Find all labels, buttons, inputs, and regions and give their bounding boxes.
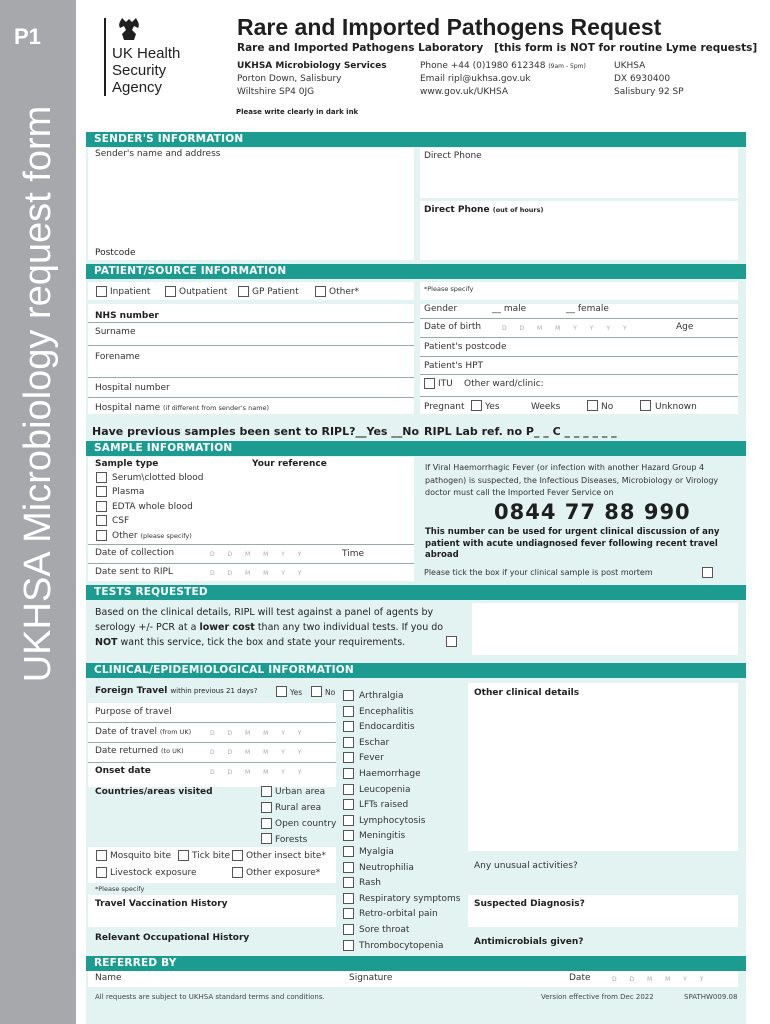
vhf-text: If Viral Haemorrhagic Fever (or infection with another Hazard Group 4 pathogen) is suspected, the Infectious Diseases, Microbiology or Virology doctor must call the Imported Fever Service on <box>425 463 719 497</box>
page-label: P1 <box>14 24 41 49</box>
other-sample-label: Other (please specify) <box>112 531 192 541</box>
date-sent-label: Date sent to RIPL <box>95 567 173 577</box>
symptom-label: Retro-orbital pain <box>359 909 438 919</box>
insect-bite-label: Other insect bite* <box>246 851 326 861</box>
livestock-checkbox[interactable] <box>96 867 107 878</box>
opt-out-panel-checkbox[interactable] <box>446 636 457 647</box>
crest-icon <box>114 16 144 42</box>
logo-text-line1: UK Health <box>112 45 181 62</box>
post-mortem-checkbox[interactable] <box>702 567 713 578</box>
open-country-checkbox[interactable] <box>261 818 272 829</box>
other-ward-label: Other ward/clinic: <box>464 379 544 389</box>
vertical-form-title: UKHSA Microbiology request form <box>17 105 59 683</box>
gp-patient-checkbox[interactable] <box>238 286 249 297</box>
patient-postcode-label: Patient's postcode <box>424 342 507 352</box>
male-option[interactable]: __ male <box>492 304 527 314</box>
vaccination-history-label: Travel Vaccination History <box>95 899 228 909</box>
symptom-label: Lymphocytosis <box>359 816 426 826</box>
pregnant-unknown-label: Unknown <box>655 402 697 412</box>
logo-divider <box>104 18 106 96</box>
sample-type-label: Sample type <box>95 459 159 469</box>
section-header-clinical: CLINICAL/EPIDEMIOLOGICAL INFORMATION <box>86 663 746 678</box>
pregnant-yes-label: Yes <box>485 402 500 412</box>
date-returned-label: Date returned (to UK) <box>95 746 184 756</box>
foreign-travel-label: Foreign Travel within previous 21 days? <box>95 686 258 696</box>
symptom-checkbox[interactable] <box>343 737 354 748</box>
plasma-label: Plasma <box>112 487 145 497</box>
livestock-label: Livestock exposure <box>110 868 197 878</box>
ink-note: Please write clearly in dark ink <box>236 108 359 116</box>
itu-checkbox[interactable] <box>424 378 435 389</box>
symptom-checkbox[interactable] <box>343 706 354 717</box>
mosquito-bite-checkbox[interactable] <box>96 850 107 861</box>
dob-label: Date of birth <box>424 322 482 332</box>
section-header-sample: SAMPLE INFORMATION <box>86 441 746 456</box>
symptom-label: Encephalitis <box>359 707 414 717</box>
symptom-checkbox[interactable] <box>343 877 354 888</box>
onset-date-label: Onset date <box>95 766 151 776</box>
vhf-urgent-note: This number can be used for urgent clinical discussion of any patient with acute undiagnosed fever following recent travel abroad <box>425 527 720 560</box>
nhs-number-label: NHS number <box>95 311 159 321</box>
symptom-checkbox[interactable] <box>343 690 354 701</box>
gender-label: Gender <box>424 304 458 314</box>
logo-text-line3: Agency <box>112 79 163 96</box>
tests-description: Based on the clinical details, RIPL will test against a panel of agents by serology +/- PCR at a lower cost than any two individual tests. If you do NOT want this service, tick the box and state your requirements. <box>95 607 444 648</box>
symptom-checkbox[interactable] <box>343 784 354 795</box>
other-patient-label: Other* <box>329 287 360 297</box>
urban-area-checkbox[interactable] <box>261 786 272 797</box>
previous-samples-question[interactable]: Have previous samples been sent to RIPL?__Yes __No <box>92 425 420 438</box>
symptom-label: Respiratory symptoms <box>359 894 461 904</box>
symptom-checkbox[interactable] <box>343 924 354 935</box>
symptom-label: Myalgia <box>359 847 394 857</box>
direct-phone-ooh-label: Direct Phone (out of hours) <box>424 205 544 215</box>
test-requirements-field[interactable] <box>472 603 738 655</box>
signature-label: Signature <box>349 973 393 983</box>
female-option[interactable]: __ female <box>566 304 609 314</box>
please-specify-note-clinical: *Please specify <box>95 885 145 893</box>
date-of-travel-mask[interactable]: D D M M Y Y <box>210 730 307 737</box>
symptom-label: Thrombocytopenia <box>359 941 444 951</box>
sender-name-label: Sender's name and address <box>95 149 221 159</box>
symptom-checkbox[interactable] <box>343 862 354 873</box>
hospital-number-label: Hospital number <box>95 383 170 393</box>
other-clinical-details-label: Other clinical details <box>474 688 580 698</box>
onset-date-mask[interactable]: D D M M Y Y <box>210 769 307 776</box>
version-note: Version effective from Dec 2022 <box>541 993 654 1001</box>
pregnant-no-label: No <box>601 402 614 412</box>
symptom-checkbox[interactable] <box>343 752 354 763</box>
other-exposure-checkbox[interactable] <box>232 867 243 878</box>
surname-label: Surname <box>95 327 136 337</box>
pregnant-label: Pregnant <box>424 402 465 412</box>
inpatient-label: Inpatient <box>110 287 151 297</box>
occupational-history-label: Relevant Occupational History <box>95 933 250 943</box>
symptom-checkbox[interactable] <box>343 799 354 810</box>
lab-address: UKHSA Microbiology Services Porton Down, Salisbury Wiltshire SP4 0JG <box>237 61 387 97</box>
symptom-checkbox[interactable] <box>343 768 354 779</box>
symptom-label: Meningitis <box>359 831 406 841</box>
collection-date-mask[interactable]: D D M M Y Y <box>210 551 307 558</box>
other-patient-checkbox[interactable] <box>315 286 326 297</box>
symptom-label: Sore throat <box>359 925 410 935</box>
tick-bite-label: Tick bite <box>192 851 231 861</box>
purpose-of-travel-label: Purpose of travel <box>95 707 172 717</box>
travel-yes-label: Yes <box>290 688 303 697</box>
ripl-lab-ref[interactable]: RIPL Lab ref. no P_ _ C _ _ _ _ _ _ <box>424 425 617 438</box>
page-title: Rare and Imported Pathogens Request <box>237 14 662 40</box>
outpatient-label: Outpatient <box>179 287 228 297</box>
rural-area-label: Rural area <box>275 803 322 813</box>
forename-label: Forename <box>95 352 140 362</box>
pregnant-yes-checkbox[interactable] <box>471 400 482 411</box>
patient-hpt-label: Patient's HPT <box>424 361 484 371</box>
travel-yes-checkbox[interactable] <box>276 686 287 697</box>
countries-visited-label: Countries/areas visited <box>95 787 213 797</box>
dx-address: UKHSA DX 6930400 Salisbury 92 SP <box>614 61 684 97</box>
symptom-checkbox[interactable] <box>343 815 354 826</box>
itu-label: ITU <box>438 379 453 389</box>
suspected-diagnosis-label: Suspected Diagnosis? <box>474 899 585 909</box>
symptom-checkbox[interactable] <box>343 846 354 857</box>
mosquito-bite-label: Mosquito bite <box>110 851 172 861</box>
date-sent-mask[interactable]: D D M M Y Y <box>210 570 307 577</box>
symptom-label: LFTs raised <box>359 800 409 810</box>
symptom-checkbox[interactable] <box>343 908 354 919</box>
symptom-checkbox[interactable] <box>343 830 354 841</box>
symptom-label: Neutrophilia <box>359 863 414 873</box>
symptom-label: Rash <box>359 878 381 888</box>
other-sample-checkbox[interactable] <box>96 530 107 541</box>
logo-text-line2: Security <box>112 62 167 79</box>
patient-demographics-block <box>420 304 738 414</box>
date-returned-mask[interactable]: D D M M Y Y <box>210 749 307 756</box>
open-country-label: Open country <box>275 819 337 829</box>
symptom-label: Leucopenia <box>359 785 411 795</box>
section-header-referred: REFERRED BY <box>86 956 746 971</box>
travel-no-checkbox[interactable] <box>311 686 322 697</box>
tick-bite-checkbox[interactable] <box>178 850 189 861</box>
pregnant-no-checkbox[interactable] <box>587 400 598 411</box>
other-clinical-details-field[interactable] <box>468 683 738 851</box>
forests-label: Forests <box>275 835 308 845</box>
other-exposure-label: Other exposure* <box>246 868 321 878</box>
terms-note: All requests are subject to UKHSA standard terms and conditions. <box>95 993 325 1001</box>
weeks-label: Weeks <box>531 402 561 412</box>
your-reference-label: Your reference <box>252 459 327 469</box>
serum-label: Serum\clotted blood <box>112 473 204 483</box>
section-header-patient: PATIENT/SOURCE INFORMATION <box>86 264 746 279</box>
symptom-label: Endocarditis <box>359 722 415 732</box>
inpatient-checkbox[interactable] <box>96 286 107 297</box>
csf-label: CSF <box>112 516 130 526</box>
outpatient-checkbox[interactable] <box>165 286 176 297</box>
urban-area-label: Urban area <box>275 787 326 797</box>
section-header-sender: SENDER'S INFORMATION <box>86 132 746 147</box>
form-code: SPATHW009.08 <box>684 993 738 1001</box>
unusual-activities-label: Any unusual activities? <box>474 861 578 871</box>
travel-no-label: No <box>325 688 336 697</box>
time-label: Time <box>342 549 365 559</box>
rural-area-checkbox[interactable] <box>261 802 272 813</box>
referrer-name-label: Name <box>95 973 122 983</box>
sender-name-address-field[interactable] <box>88 148 414 260</box>
antimicrobials-label: Antimicrobials given? <box>474 937 584 947</box>
please-specify-note: *Please specify <box>424 285 474 293</box>
symptom-label: Arthralgia <box>359 691 404 701</box>
gp-patient-label: GP Patient <box>252 287 299 297</box>
symptom-checkbox[interactable] <box>343 940 354 951</box>
referred-date-label: Date <box>569 973 591 983</box>
symptom-label: Haemorrhage <box>359 769 421 779</box>
symptom-checkbox[interactable] <box>343 893 354 904</box>
age-label: Age <box>676 322 694 332</box>
symptom-label: Eschar <box>359 738 390 748</box>
csf-checkbox[interactable] <box>96 515 107 526</box>
page-subtitle: Rare and Imported Pathogens Laboratory [this form is NOT for routine Lyme requests] <box>237 42 758 54</box>
plasma-checkbox[interactable] <box>96 486 107 497</box>
date-of-travel-label: Date of travel (from UK) <box>95 727 192 737</box>
hospital-name-label: Hospital name (if different from sender's name) <box>95 403 270 413</box>
section-header-tests: TESTS REQUESTED <box>86 585 746 600</box>
direct-phone-label: Direct Phone <box>424 151 482 161</box>
dob-date-mask[interactable]: D D M M Y Y Y Y <box>502 325 633 332</box>
serum-checkbox[interactable] <box>96 472 107 483</box>
insect-bite-checkbox[interactable] <box>232 850 243 861</box>
postcode-label: Postcode <box>95 248 136 258</box>
forests-checkbox[interactable] <box>261 833 272 844</box>
lab-contact: Phone +44 (0)1980 612348 (9am - 5pm) Email ripl@ukhsa.gov.uk www.gov.uk/UKHSA <box>420 61 586 97</box>
symptom-checkbox[interactable] <box>343 721 354 732</box>
edta-label: EDTA whole blood <box>112 502 193 512</box>
imported-fever-phone[interactable]: 0844 77 88 990 <box>494 500 691 524</box>
post-mortem-label: Please tick the box if your clinical sample is post mortem <box>424 568 653 577</box>
collection-date-label: Date of collection <box>95 548 175 558</box>
pregnant-unknown-checkbox[interactable] <box>640 400 651 411</box>
edta-checkbox[interactable] <box>96 501 107 512</box>
symptom-label: Fever <box>359 753 384 763</box>
referred-date-mask[interactable]: D D M M Y Y <box>612 976 709 983</box>
